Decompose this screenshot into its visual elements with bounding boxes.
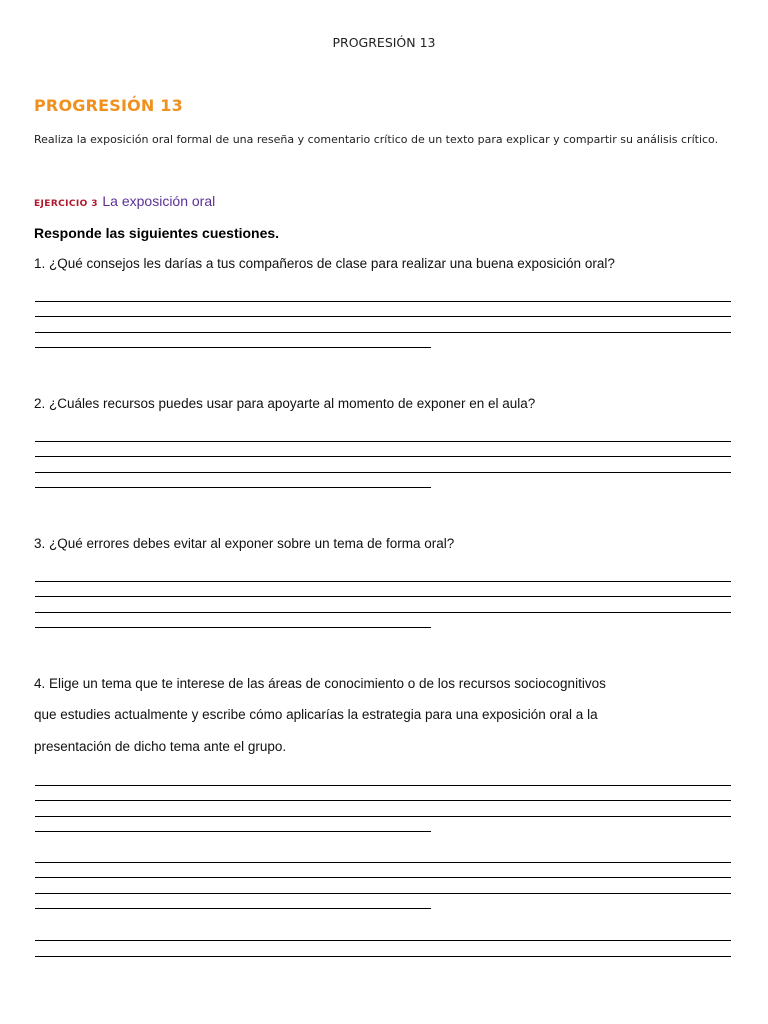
answer-line — [35, 785, 731, 786]
answer-line — [35, 441, 731, 442]
intro-text: Realiza la exposición oral formal de una reseña y comentario crítico de un texto para explicar y compartir su análisis crítico. — [34, 133, 719, 146]
answer-line — [35, 316, 731, 317]
running-head: PROGRESIÓN 13 — [332, 35, 436, 50]
answer-line — [35, 940, 731, 941]
answer-line — [35, 332, 731, 333]
answer-line — [35, 831, 431, 832]
answer-line — [35, 816, 731, 817]
question-2: 2. ¿Cuáles recursos puedes usar para apoyarte al momento de exponer en el aula? — [34, 396, 536, 411]
instruction: Responde las siguientes cuestiones. — [34, 225, 280, 241]
answer-line — [35, 487, 431, 488]
answer-line — [35, 800, 731, 801]
answer-line — [35, 581, 731, 582]
answer-line — [35, 893, 731, 894]
exercise-tag: EJERCICIO 3 — [34, 199, 98, 209]
answer-line — [35, 472, 731, 473]
page-title: PROGRESIÓN 13 — [34, 96, 183, 115]
answer-line — [35, 456, 731, 457]
answer-line — [35, 956, 731, 957]
answer-line — [35, 627, 431, 628]
question-4-line-3: presentación de dicho tema ante el grupo. — [34, 739, 287, 754]
question-4-line-2: que estudies actualmente y escribe cómo aplicarías la estrategia para una exposición oral a la — [34, 707, 598, 722]
answer-line — [35, 347, 431, 348]
answer-line — [35, 877, 731, 878]
exercise-name: La exposición oral — [102, 193, 216, 209]
question-1: 1. ¿Qué consejos les darías a tus compañeros de clase para realizar una buena exposición oral? — [34, 256, 615, 271]
exercise-heading — [34, 193, 215, 211]
answer-line — [35, 596, 731, 597]
answer-line — [35, 612, 731, 613]
answer-line — [35, 301, 731, 302]
question-3: 3. ¿Qué errores debes evitar al exponer sobre un tema de forma oral? — [34, 536, 455, 551]
answer-line — [35, 862, 731, 863]
question-4-line-1: 4. Elige un tema que te interese de las áreas de conocimiento o de los recursos sociocognitivos — [34, 676, 606, 691]
answer-line — [35, 908, 431, 909]
